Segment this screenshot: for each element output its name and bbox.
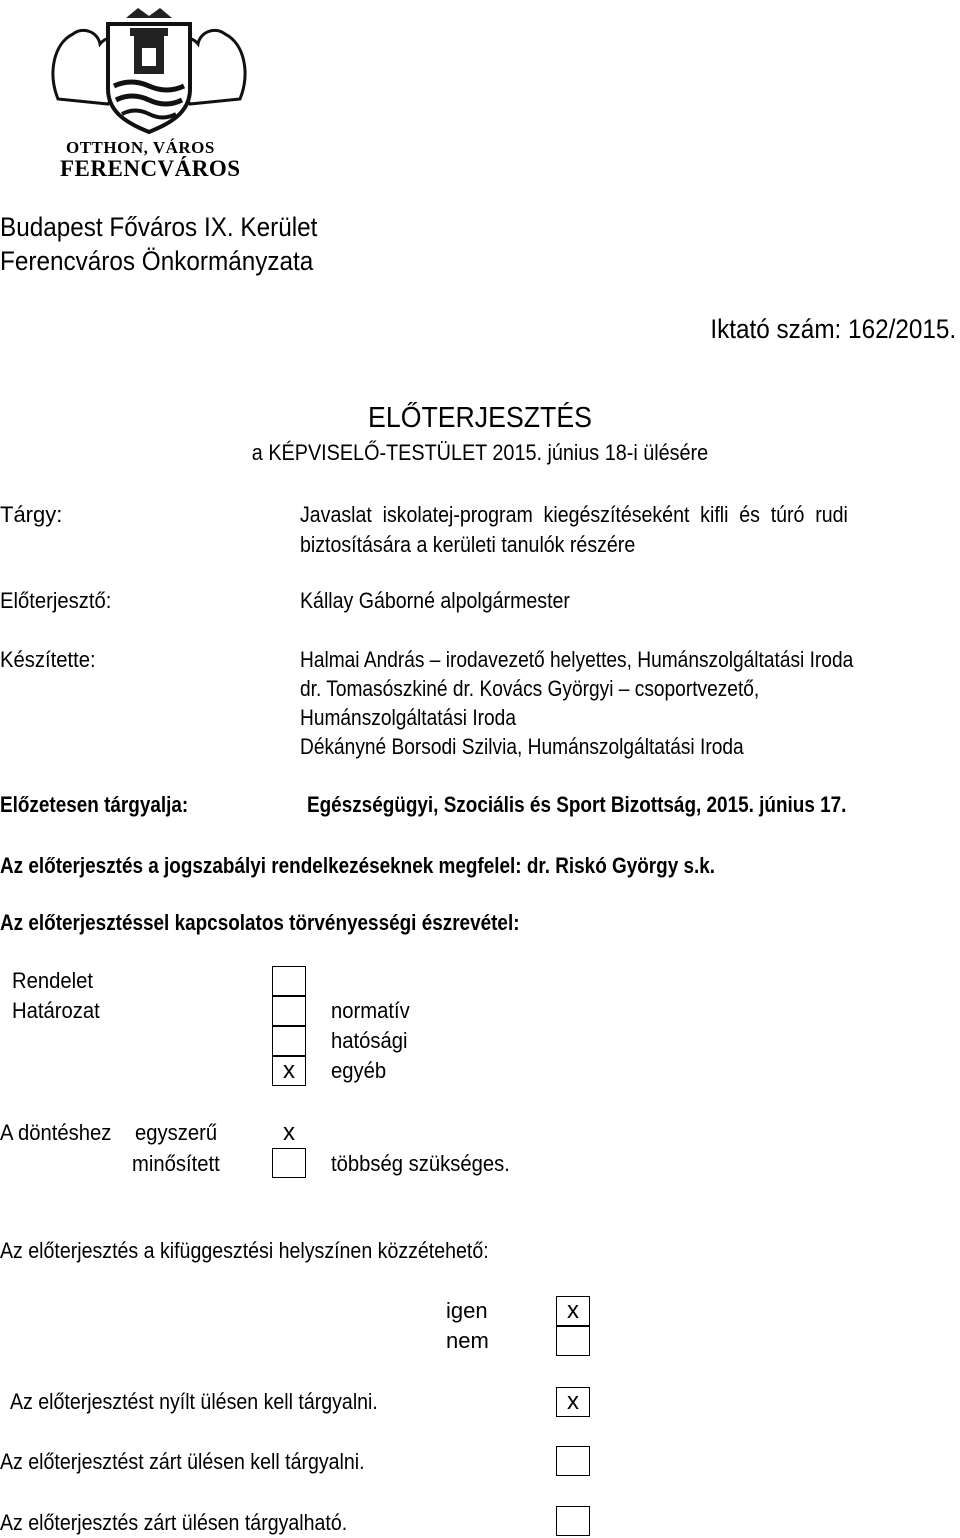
option-label-normativ: normatív [331, 998, 410, 1023]
checkbox-session-open[interactable]: x [556, 1387, 590, 1417]
checkbox-majority-qualified[interactable] [272, 1148, 306, 1178]
majority-simple-label: egyszerű [135, 1120, 218, 1145]
prepared-by-line: Halmai András – irodavezető helyettes, Humánszolgáltatási Iroda [300, 647, 854, 672]
checkbox-egyeb[interactable]: x [272, 1056, 306, 1086]
subject-label: Tárgy: [0, 502, 63, 527]
session-open-text: Az előterjesztést nyílt ülésen kell tárgyalni. [10, 1389, 378, 1414]
publish-no-label: nem [446, 1328, 489, 1353]
publish-yes-label: igen [446, 1298, 488, 1323]
subject-line1: Javaslat iskolatej-program kiegészítéseként kifli és túró rudi [300, 502, 848, 527]
prepared-by-line: dr. Tomasószkiné dr. Kovács Györgyi – csoportvezető, [300, 676, 760, 701]
session-closed-allowed-text: Az előterjesztés zárt ülésen tárgyalható. [0, 1510, 348, 1535]
majority-suffix: többség szükséges. [331, 1151, 510, 1176]
checkbox-normativ[interactable] [272, 996, 306, 1026]
checkbox-hatosagi[interactable] [272, 1026, 306, 1056]
checkbox-session-closed-allowed[interactable] [556, 1506, 590, 1536]
decision-type-hatarozat: Határozat [12, 998, 100, 1023]
checkbox-publish-yes[interactable]: x [556, 1296, 590, 1326]
document-title: ELŐTERJESZTÉS [368, 402, 592, 434]
option-label-hatosagi: hatósági [331, 1028, 408, 1053]
majority-label: A döntéshez [0, 1120, 112, 1145]
decision-type-rendelet: Rendelet [12, 968, 94, 993]
registration-number: Iktató szám: 162/2015. [710, 314, 956, 344]
session-closed-required-text: Az előterjesztést zárt ülésen kell tárgyalni. [0, 1449, 365, 1474]
presenter-label: Előterjesztő: [0, 588, 112, 613]
legal-compliance-statement: Az előterjesztés a jogszabályi rendelkezéseknek megfelel: dr. Riskó György s.k. [0, 853, 716, 878]
preliminary-label: Előzetesen tárgyalja: [0, 792, 189, 817]
coat-of-arms-logo [38, 4, 260, 182]
logo-text-line2: FERENCVÁROS [60, 156, 241, 181]
organization-name-line1: Budapest Főváros IX. Kerület [0, 212, 318, 242]
checkbox-publish-no[interactable] [556, 1326, 590, 1356]
subject-line2: biztosítására a kerületi tanulók részére [300, 532, 636, 557]
majority-qualified-label: minősített [132, 1151, 220, 1176]
option-label-egyeb: egyéb [331, 1058, 387, 1083]
logo-text-line1: OTTHON, VÁROS [66, 138, 215, 157]
checkbox-rendelet[interactable] [272, 966, 306, 996]
presenter-value: Kállay Gáborné alpolgármester [300, 588, 570, 613]
legality-note-heading: Az előterjesztéssel kapcsolatos törvényességi észrevétel: [0, 910, 520, 935]
checkbox-session-closed-required[interactable] [556, 1446, 590, 1476]
preliminary-value: Egészségügyi, Szociális és Sport Bizottság, 2015. június 17. [307, 792, 847, 817]
coat-of-arms-icon [38, 4, 260, 139]
organization-name-line2: Ferencváros Önkormányzata [0, 246, 314, 276]
prepared-by-line: Dékányné Borsodi Szilvia, Humánszolgáltatási Iroda [300, 734, 744, 759]
prepared-by-label: Készítette: [0, 647, 96, 672]
publish-question: Az előterjesztés a kifüggesztési helyszínen közzétehető: [0, 1238, 489, 1263]
document-subtitle: a KÉPVISELŐ-TESTÜLET 2015. június 18-i ülésére [251, 440, 709, 465]
checkbox-majority-simple[interactable]: x [272, 1118, 306, 1148]
prepared-by-line: Humánszolgáltatási Iroda [300, 705, 516, 730]
